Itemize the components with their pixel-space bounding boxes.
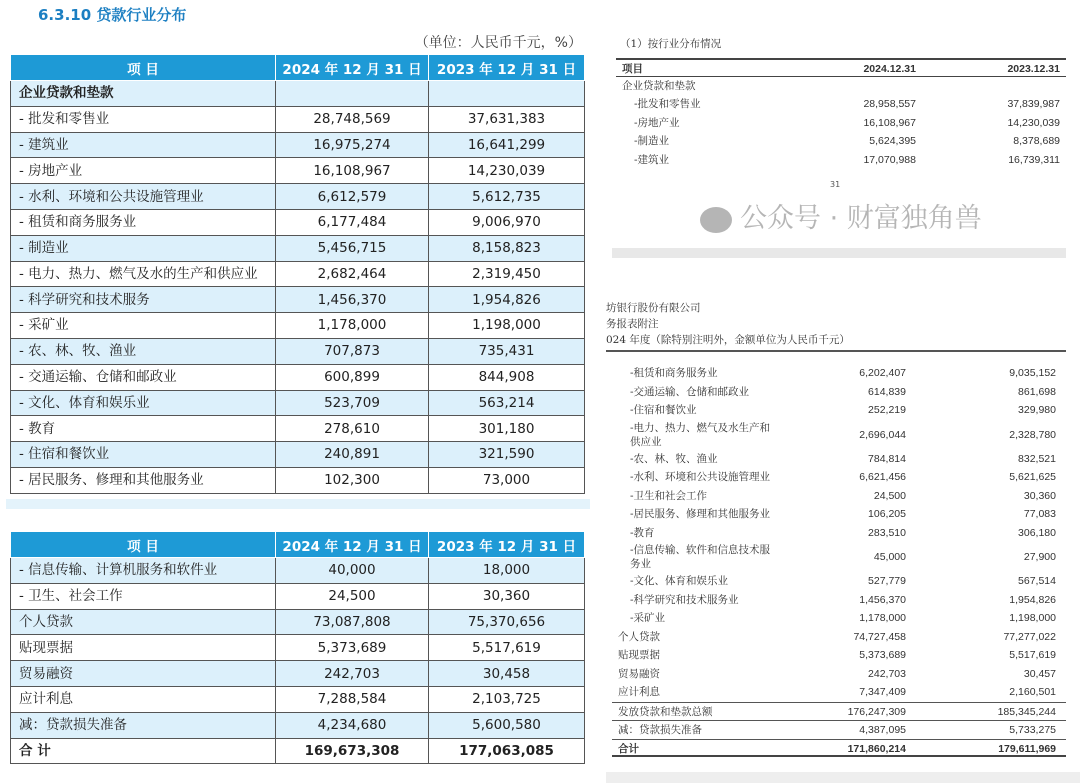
cell-label: 合 计	[11, 738, 276, 764]
value-2023: 832,521	[1018, 452, 1056, 465]
cell-value-2023: 2,103,725	[429, 686, 585, 712]
notes-title: 务报表附注	[606, 318, 659, 330]
wechat-icon	[700, 207, 732, 233]
cell-value-2023: 30,458	[429, 661, 585, 687]
table-row	[11, 261, 585, 287]
row-label: 合计	[618, 742, 639, 755]
page-number: 31	[830, 180, 841, 189]
loan-industry-table-2	[10, 531, 585, 764]
row-label: -租赁和商务服务业	[630, 367, 718, 379]
cell-label: 企业贷款和垫款	[11, 81, 276, 107]
cell-value-2024: 278,610	[276, 416, 429, 442]
value-2024: 17,070,988	[863, 153, 916, 166]
cell-value-2024: 1,456,370	[276, 287, 429, 313]
cell-label: - 建筑业	[11, 132, 276, 158]
right-bottom-section	[606, 300, 1066, 757]
row-label: -建筑业	[634, 153, 670, 166]
table-row	[11, 583, 585, 609]
cell-value-2024: 523,709	[276, 390, 429, 416]
header-item: 项目	[622, 63, 643, 75]
header-item: 项 目	[11, 532, 276, 558]
row-label: -批发和零售业	[634, 98, 701, 110]
list-item	[616, 114, 1066, 133]
unit-note: （单位：人民币千元，%）	[414, 35, 582, 51]
cell-value-2023: 177,063,085	[429, 738, 585, 764]
value-2023: 1,954,826	[1009, 593, 1056, 606]
list-item	[616, 95, 1066, 114]
table-row	[11, 132, 585, 158]
right-top-section	[616, 36, 1066, 169]
cell-value-2024: 2,682,464	[276, 261, 429, 287]
cell-value-2024: 1,178,000	[276, 313, 429, 339]
cell-label: - 信息传输、计算机服务和软件业	[11, 558, 276, 584]
list-item	[612, 420, 1066, 450]
cell-label: - 房地产业	[11, 158, 276, 184]
table-row	[11, 442, 585, 468]
value-2023: 329,980	[1018, 404, 1056, 416]
cell-value-2023: 16,641,299	[429, 132, 585, 158]
period-note: 024 年度（除特别注明外，金额单位为人民币千元）	[606, 332, 1066, 352]
value-2023: 14,230,039	[1007, 116, 1060, 129]
cell-value-2023: 75,370,656	[429, 609, 585, 635]
page-divider	[612, 248, 1066, 258]
loan-industry-table-1	[10, 54, 585, 494]
value-2023: 5,621,625	[1009, 471, 1056, 483]
cell-value-2024: 5,456,715	[276, 235, 429, 261]
cell-label: - 教育	[11, 416, 276, 442]
cell-value-2024: 6,612,579	[276, 184, 429, 210]
cell-value-2023: 9,006,970	[429, 209, 585, 235]
row-label: -农、林、牧、渔业	[630, 452, 718, 465]
value-2023: 185,345,244	[997, 705, 1056, 718]
cell-label: - 住宿和餐饮业	[11, 442, 276, 468]
row-label: -信息传输、软件和信息技术服务业	[630, 544, 771, 570]
cell-value-2024: 40,000	[276, 558, 429, 584]
cell-label: - 电力、热力、燃气及水的生产和供应业	[11, 261, 276, 287]
table-row	[11, 712, 585, 738]
cell-value-2023	[429, 81, 585, 107]
row-label: -住宿和餐饮业	[630, 404, 697, 416]
cell-value-2023: 37,631,383	[429, 106, 585, 132]
list-item	[612, 572, 1066, 591]
cell-label: - 水利、环境和公共设施管理业	[11, 184, 276, 210]
cell-value-2024: 242,703	[276, 661, 429, 687]
cell-value-2024: 5,373,689	[276, 635, 429, 661]
list-item	[612, 487, 1066, 506]
table-row	[11, 313, 585, 339]
right-header-row	[616, 58, 1066, 77]
table-row	[11, 338, 585, 364]
cell-label: - 批发和零售业	[11, 106, 276, 132]
value-2024: 283,510	[868, 526, 906, 539]
table-row	[11, 106, 585, 132]
subtitle: （1）按行业分布情况	[620, 38, 722, 50]
row-label: -科学研究和技术服务业	[630, 593, 739, 606]
value-2023: 306,180	[1018, 526, 1056, 539]
cell-value-2024: 16,108,967	[276, 158, 429, 184]
company-name: 坊银行股份有限公司	[606, 302, 701, 314]
cell-value-2023: 1,954,826	[429, 287, 585, 313]
bottom-strip	[606, 772, 1080, 783]
cell-label: - 采矿业	[11, 313, 276, 339]
watermark	[700, 202, 982, 236]
cell-value-2023: 5,612,735	[429, 184, 585, 210]
value-2024: 171,860,214	[847, 742, 906, 755]
row-label: 发放贷款和垫款总额	[618, 705, 713, 718]
value-2024: 7,347,409	[859, 686, 906, 698]
list-item	[616, 77, 1066, 96]
value-2023: 16,739,311	[1008, 153, 1060, 166]
cell-value-2023: 321,590	[429, 442, 585, 468]
cell-value-2023: 8,158,823	[429, 235, 585, 261]
cell-label: - 交通运输、仓储和邮政业	[11, 364, 276, 390]
list-item	[612, 739, 1066, 758]
row-label: -交通运输、仓储和邮政业	[630, 385, 750, 398]
value-2023: 567,514	[1018, 575, 1056, 587]
row-label: -文化、体育和娱乐业	[630, 575, 729, 587]
value-2024: 5,624,395	[869, 135, 916, 147]
header-2024: 2024 年 12 月 31 日	[276, 55, 429, 81]
header-item: 项 目	[11, 55, 276, 81]
cell-label: - 科学研究和技术服务	[11, 287, 276, 313]
list-item	[612, 542, 1066, 572]
value-2023: 5,517,619	[1009, 649, 1056, 661]
table-row	[11, 287, 585, 313]
list-item	[612, 702, 1066, 721]
header-2023: 2023 年 12 月 31 日	[429, 532, 585, 558]
value-2023: 179,611,969	[998, 742, 1056, 755]
table-row	[11, 158, 585, 184]
row-label: -教育	[630, 526, 655, 539]
list-item	[612, 591, 1066, 610]
header-2024: 2024.12.31	[863, 63, 916, 75]
row-label: -水利、环境和公共设施管理业	[630, 471, 771, 483]
cell-label: 个人贷款	[11, 609, 276, 635]
list-item	[612, 383, 1066, 402]
table-row	[11, 467, 585, 493]
cell-value-2023: 735,431	[429, 338, 585, 364]
cell-value-2023: 5,600,580	[429, 712, 585, 738]
cell-label: - 农、林、牧、渔业	[11, 338, 276, 364]
value-2024: 16,108,967	[863, 116, 916, 129]
value-2024: 6,621,456	[859, 471, 906, 483]
row-label: 应计利息	[618, 686, 660, 698]
row-label: 企业贷款和垫款	[622, 79, 696, 92]
cell-value-2024: 600,899	[276, 364, 429, 390]
value-2024: 2,696,044	[859, 428, 906, 441]
table-row	[11, 416, 585, 442]
header-2024: 2024 年 12 月 31 日	[276, 532, 429, 558]
cell-value-2024	[276, 81, 429, 107]
cell-label: - 居民服务、修理和其他服务业	[11, 467, 276, 493]
value-2024: 527,779	[868, 575, 906, 587]
value-2024: 106,205	[868, 508, 906, 520]
list-item	[612, 665, 1066, 684]
value-2024: 5,373,689	[859, 649, 906, 661]
cell-value-2023: 73,000	[429, 467, 585, 493]
value-2023: 30,457	[1023, 667, 1056, 680]
table-row	[11, 635, 585, 661]
value-2023: 2,328,780	[1009, 428, 1056, 441]
cell-label: - 卫生、社会工作	[11, 583, 276, 609]
value-2024: 614,839	[868, 385, 906, 398]
list-item	[612, 505, 1066, 524]
table-row	[11, 558, 585, 584]
header-2023: 2023.12.31	[1007, 63, 1060, 75]
value-2024: 28,958,557	[863, 98, 916, 110]
list-item	[612, 468, 1066, 487]
cell-value-2024: 7,288,584	[276, 686, 429, 712]
value-2023: 2,160,501	[1009, 686, 1056, 698]
table-row	[11, 686, 585, 712]
value-2024: 45,000	[873, 551, 906, 563]
value-2024: 4,387,095	[859, 724, 906, 736]
list-item	[612, 683, 1066, 702]
table-row	[11, 661, 585, 687]
cell-label: 贴现票据	[11, 635, 276, 661]
value-2023: 77,277,022	[1003, 630, 1056, 643]
table-shadow	[6, 499, 590, 509]
table-row	[11, 738, 585, 764]
cell-value-2024: 16,975,274	[276, 132, 429, 158]
cell-value-2024: 6,177,484	[276, 209, 429, 235]
value-2024: 74,727,458	[853, 630, 906, 643]
cell-value-2023: 2,319,450	[429, 261, 585, 287]
value-2023: 1,198,000	[1009, 612, 1056, 624]
list-item	[612, 450, 1066, 469]
cell-label: 贸易融资	[11, 661, 276, 687]
value-2023: 861,698	[1018, 385, 1056, 398]
list-item	[612, 646, 1066, 665]
row-label: -卫生和社会工作	[630, 489, 708, 502]
value-2023: 30,360	[1023, 489, 1056, 502]
value-2024: 176,247,309	[847, 705, 906, 718]
list-item	[612, 364, 1066, 383]
row-label: -居民服务、修理和其他服务业	[630, 508, 771, 520]
cell-value-2023: 563,214	[429, 390, 585, 416]
cell-value-2023: 844,908	[429, 364, 585, 390]
table-row	[11, 184, 585, 210]
cell-label: - 制造业	[11, 235, 276, 261]
row-label: -制造业	[634, 135, 670, 147]
value-2024: 252,219	[868, 404, 906, 416]
value-2024: 1,456,370	[859, 593, 906, 606]
cell-value-2024: 102,300	[276, 467, 429, 493]
table-row	[11, 609, 585, 635]
cell-value-2024: 28,748,569	[276, 106, 429, 132]
cell-value-2023: 18,000	[429, 558, 585, 584]
row-label: 贴现票据	[618, 649, 660, 661]
watermark-text: 公众号 · 财富独角兽	[740, 203, 982, 234]
table-row	[11, 235, 585, 261]
value-2023: 5,733,275	[1009, 724, 1056, 736]
row-label: 减：贷款损失准备	[618, 724, 702, 736]
cell-value-2024: 24,500	[276, 583, 429, 609]
value-2024: 1,178,000	[859, 612, 906, 624]
cell-value-2023: 14,230,039	[429, 158, 585, 184]
cell-label: 减：贷款损失准备	[11, 712, 276, 738]
cell-value-2024: 169,673,308	[276, 738, 429, 764]
list-item	[612, 401, 1066, 420]
list-item	[612, 609, 1066, 628]
cell-value-2023: 30,360	[429, 583, 585, 609]
cell-label: - 文化、体育和娱乐业	[11, 390, 276, 416]
list-item	[612, 524, 1066, 543]
row-label: -电力、热力、燃气及水生产和供应业	[630, 421, 771, 448]
list-item	[612, 720, 1066, 739]
value-2023: 77,083	[1023, 508, 1056, 520]
value-2024: 24,500	[873, 489, 906, 502]
header-2023: 2023 年 12 月 31 日	[429, 55, 585, 81]
list-item	[612, 628, 1066, 647]
table-row	[11, 364, 585, 390]
value-2023: 8,378,689	[1013, 135, 1060, 147]
table-row	[11, 209, 585, 235]
value-2023: 9,035,152	[1009, 367, 1056, 379]
cell-value-2024: 73,087,808	[276, 609, 429, 635]
table-row	[11, 390, 585, 416]
value-2023: 37,839,987	[1007, 98, 1060, 110]
cell-value-2023: 301,180	[429, 416, 585, 442]
value-2024: 242,703	[868, 667, 906, 680]
row-label: -房地产业	[634, 116, 680, 129]
cell-value-2023: 5,517,619	[429, 635, 585, 661]
cell-value-2024: 707,873	[276, 338, 429, 364]
value-2023: 27,900	[1023, 551, 1056, 563]
cell-value-2024: 4,234,680	[276, 712, 429, 738]
cell-label: - 租赁和商务服务业	[11, 209, 276, 235]
cell-value-2024: 240,891	[276, 442, 429, 468]
row-label: 贸易融资	[618, 667, 660, 680]
list-item	[616, 132, 1066, 151]
value-2024: 6,202,407	[859, 367, 906, 379]
row-label: -采矿业	[630, 612, 666, 624]
list-item	[616, 151, 1066, 170]
section-title: 6.3.10 贷款行业分布	[38, 6, 187, 24]
cell-value-2023: 1,198,000	[429, 313, 585, 339]
value-2024: 784,814	[868, 452, 906, 465]
cell-label: 应计利息	[11, 686, 276, 712]
table-row	[11, 81, 585, 107]
row-label: 个人贷款	[618, 630, 660, 643]
